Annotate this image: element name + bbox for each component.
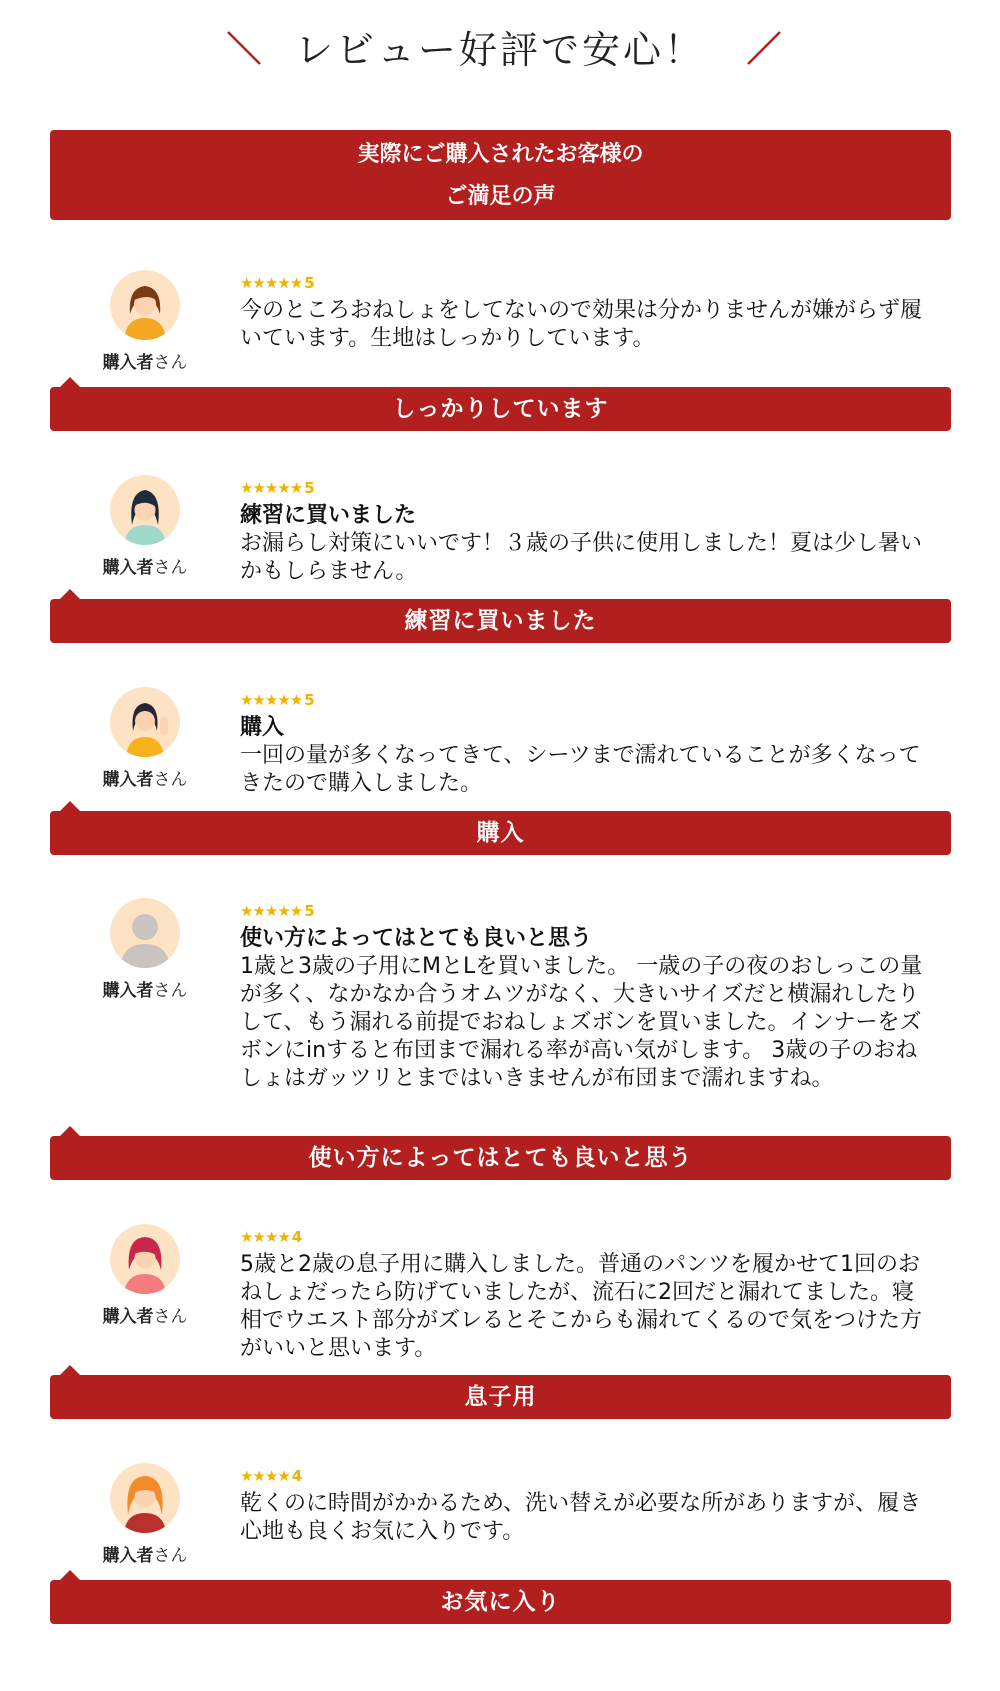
- reviewer-label: 購入者さん: [102, 770, 188, 790]
- review-summary: 練習に買いました: [50, 599, 951, 643]
- star-rating: ★★★★★ 5: [240, 274, 315, 292]
- star-icons: ★★★★★: [240, 479, 303, 497]
- review-summary: 購入: [50, 811, 951, 855]
- star-icons: ★★★★★: [240, 691, 303, 709]
- review-body: 5歳と2歳の息子用に購入しました。普通のパンツを履かせて1回のおねしょだったら防げていましたが、流石に2回だと漏れてました。寝相でウエスト部分がズレるとそこからも漏れてくるので気をつけた方がいいと思います。: [240, 1252, 923, 1361]
- star-icons: ★★★★: [240, 1467, 290, 1485]
- star-rating: ★★★★ 4: [240, 1228, 303, 1246]
- reviewer-label: 購入者さん: [102, 558, 188, 578]
- avatar-woman-teal-icon: [110, 475, 180, 545]
- review-summary: お気に入り: [50, 1580, 951, 1624]
- reviewer-label: 購入者さん: [102, 1546, 188, 1566]
- star-rating: ★★★★★ 5: [240, 479, 315, 497]
- review-title: 練習に買いました: [240, 503, 417, 528]
- review-summary: 息子用: [50, 1375, 951, 1419]
- review-title: 購入: [240, 715, 285, 740]
- reviewer-label: 購入者さん: [102, 1307, 188, 1327]
- star-rating: ★★★★★ 5: [240, 902, 315, 920]
- customer-voice-banner: [50, 130, 951, 220]
- star-rating: ★★★★ 4: [240, 1467, 303, 1485]
- star-icons: ★★★★: [240, 1228, 290, 1246]
- review-title: 使い方によってはとても良いと思う: [240, 926, 593, 951]
- avatar-woman-pink-icon: [110, 1224, 180, 1294]
- review-body: 乾くのに時間がかかるため、洗い替えが必要な所がありますが、履き心地も良くお気に入りです。: [240, 1491, 922, 1544]
- star-icons: ★★★★★: [240, 274, 303, 292]
- review-body: 今のところおねしょをしてないので効果は分かりませんが嫌がらず履いています。生地はしっかりしています。: [240, 298, 923, 351]
- avatar-default-user-icon: [110, 898, 180, 968]
- reviewer-label: 購入者さん: [102, 981, 188, 1001]
- avatar-woman-orange-hair-icon: [110, 1463, 180, 1533]
- reviewer-label: 購入者さん: [102, 353, 188, 373]
- page-heading: レビュー好評で安心！: [294, 28, 705, 72]
- review-body: お漏らし対策にいいです！３歳の子供に使用しました！夏は少し暑いかもしらません。: [240, 531, 923, 584]
- review-body: 一回の量が多くなってきて、シーツまで濡れていることが多くなってきたので購入しました。: [240, 743, 921, 796]
- review-summary: しっかりしています: [50, 387, 951, 431]
- banner-line-1: 実際にご購入されたお客様の: [357, 142, 644, 167]
- star-rating: ★★★★★ 5: [240, 691, 315, 709]
- star-icons: ★★★★★: [240, 902, 303, 920]
- review-body: 1歳と3歳の子用にMとLを買いました。 一歳の子の夜のおしっこの量が多く、なかなか合うオムツがなく、大きいサイズだと横漏れしたりして、もう漏れる前提でおねしょズボンを買いました。インナーをズボンにinすると布団まで漏れる率が高い気がします。 3歳の子のおねしょはガッツリとまではいきませんが布団まで濡れますね。: [240, 954, 923, 1091]
- avatar-woman-yellow-icon: [110, 270, 180, 340]
- banner-line-2: ご満足の声: [445, 184, 556, 209]
- review-summary: 使い方によってはとても良いと思う: [50, 1136, 951, 1180]
- right-slash-icon: [744, 28, 784, 68]
- avatar-woman-waving-icon: [110, 687, 180, 757]
